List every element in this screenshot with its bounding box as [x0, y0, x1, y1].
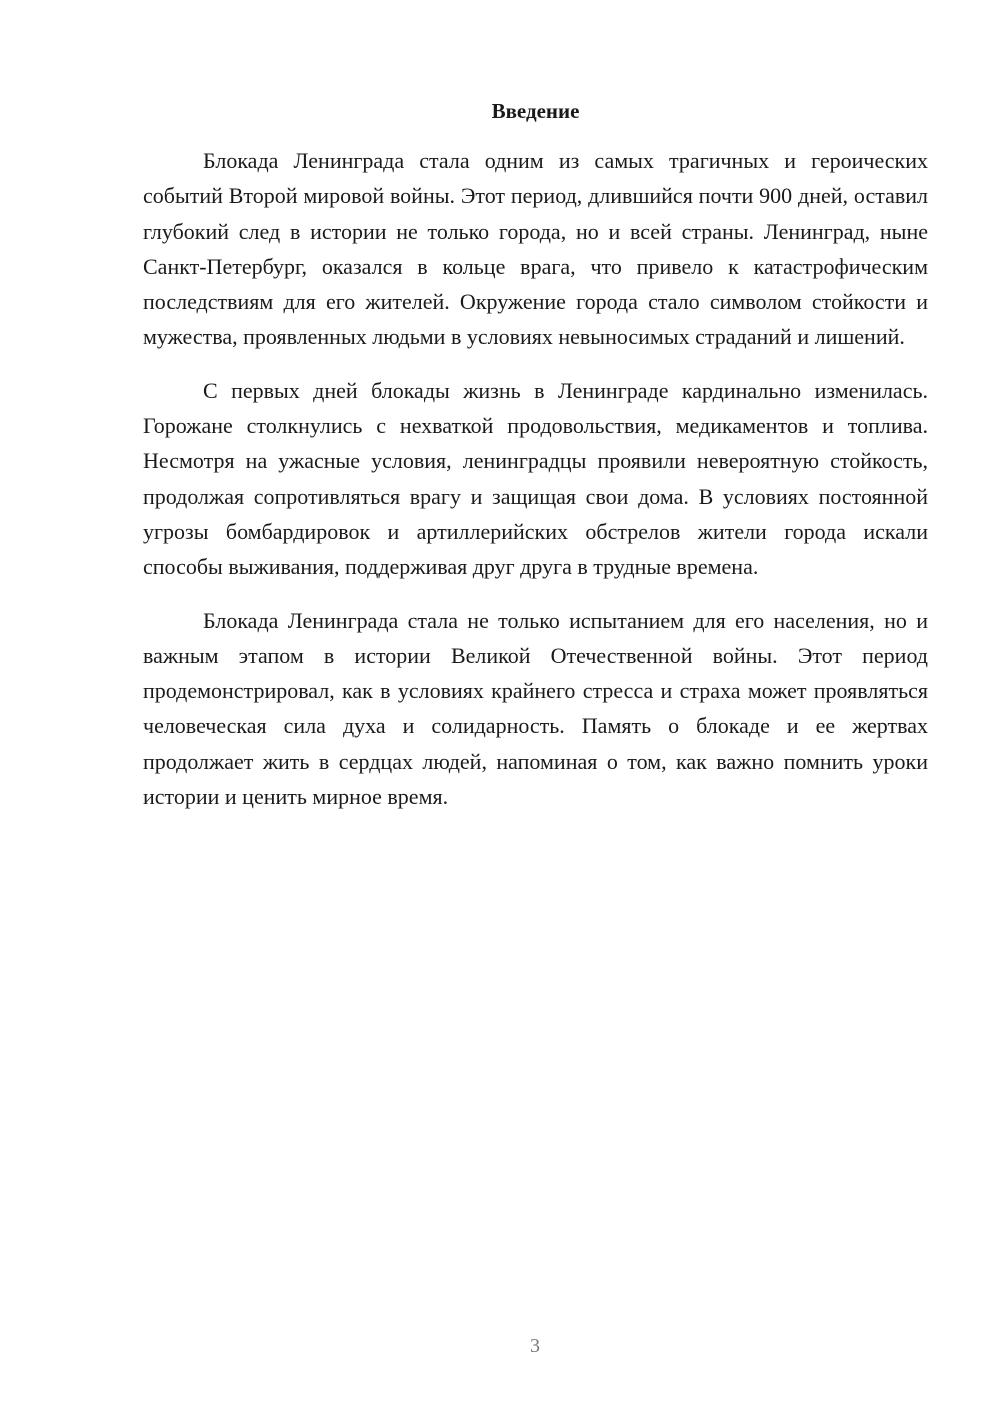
page-number: 3	[530, 1335, 540, 1357]
paragraph-3: Блокада Ленинграда стала не только испытанием для его населения, но и важным этапом в истории Великой Отечественной войны. Этот период продемонстрировал, как в условиях крайнего стресса и страха может проявляться человеческая сила духа и солидарность. Память о блокаде и ее жертвах продолжает жить в сердцах людей, напоминая о том, как важно помнить уроки истории и ценить мирное время.	[143, 607, 928, 810]
paragraph-1: Блокада Ленинграда стала одним из самых трагичных и героических событий Второй мировой войны. Этот период, длившийся почти 900 дней, оставил глубокий след в истории не только города, но и всей страны. Ленинград, ныне Санкт-Петербург, оказался в кольце врага, что привело к катастрофическим последствиям для его жителей. Окружение города стало символом стойкости и мужества, проявленных людьми в условиях невыносимых страданий и лишений.	[143, 148, 928, 350]
paragraph-2: С первых дней блокады жизнь в Ленинграде кардинально изменилась. Горожане столкнулись с нехваткой продовольствия, медикаментов и топлива. Несмотря на ужасные условия, ленинградцы проявили невероятную стойкость, продолжая сопротивляться врагу и защищая свои дома. В условиях постоянной угрозы бомбардировок и артиллерийских обстрелов жители города искали способы выживания, поддерживая друг друга в трудные времена.	[143, 377, 928, 580]
document-body	[143, 143, 928, 832]
section-title: Введение	[491, 99, 580, 123]
